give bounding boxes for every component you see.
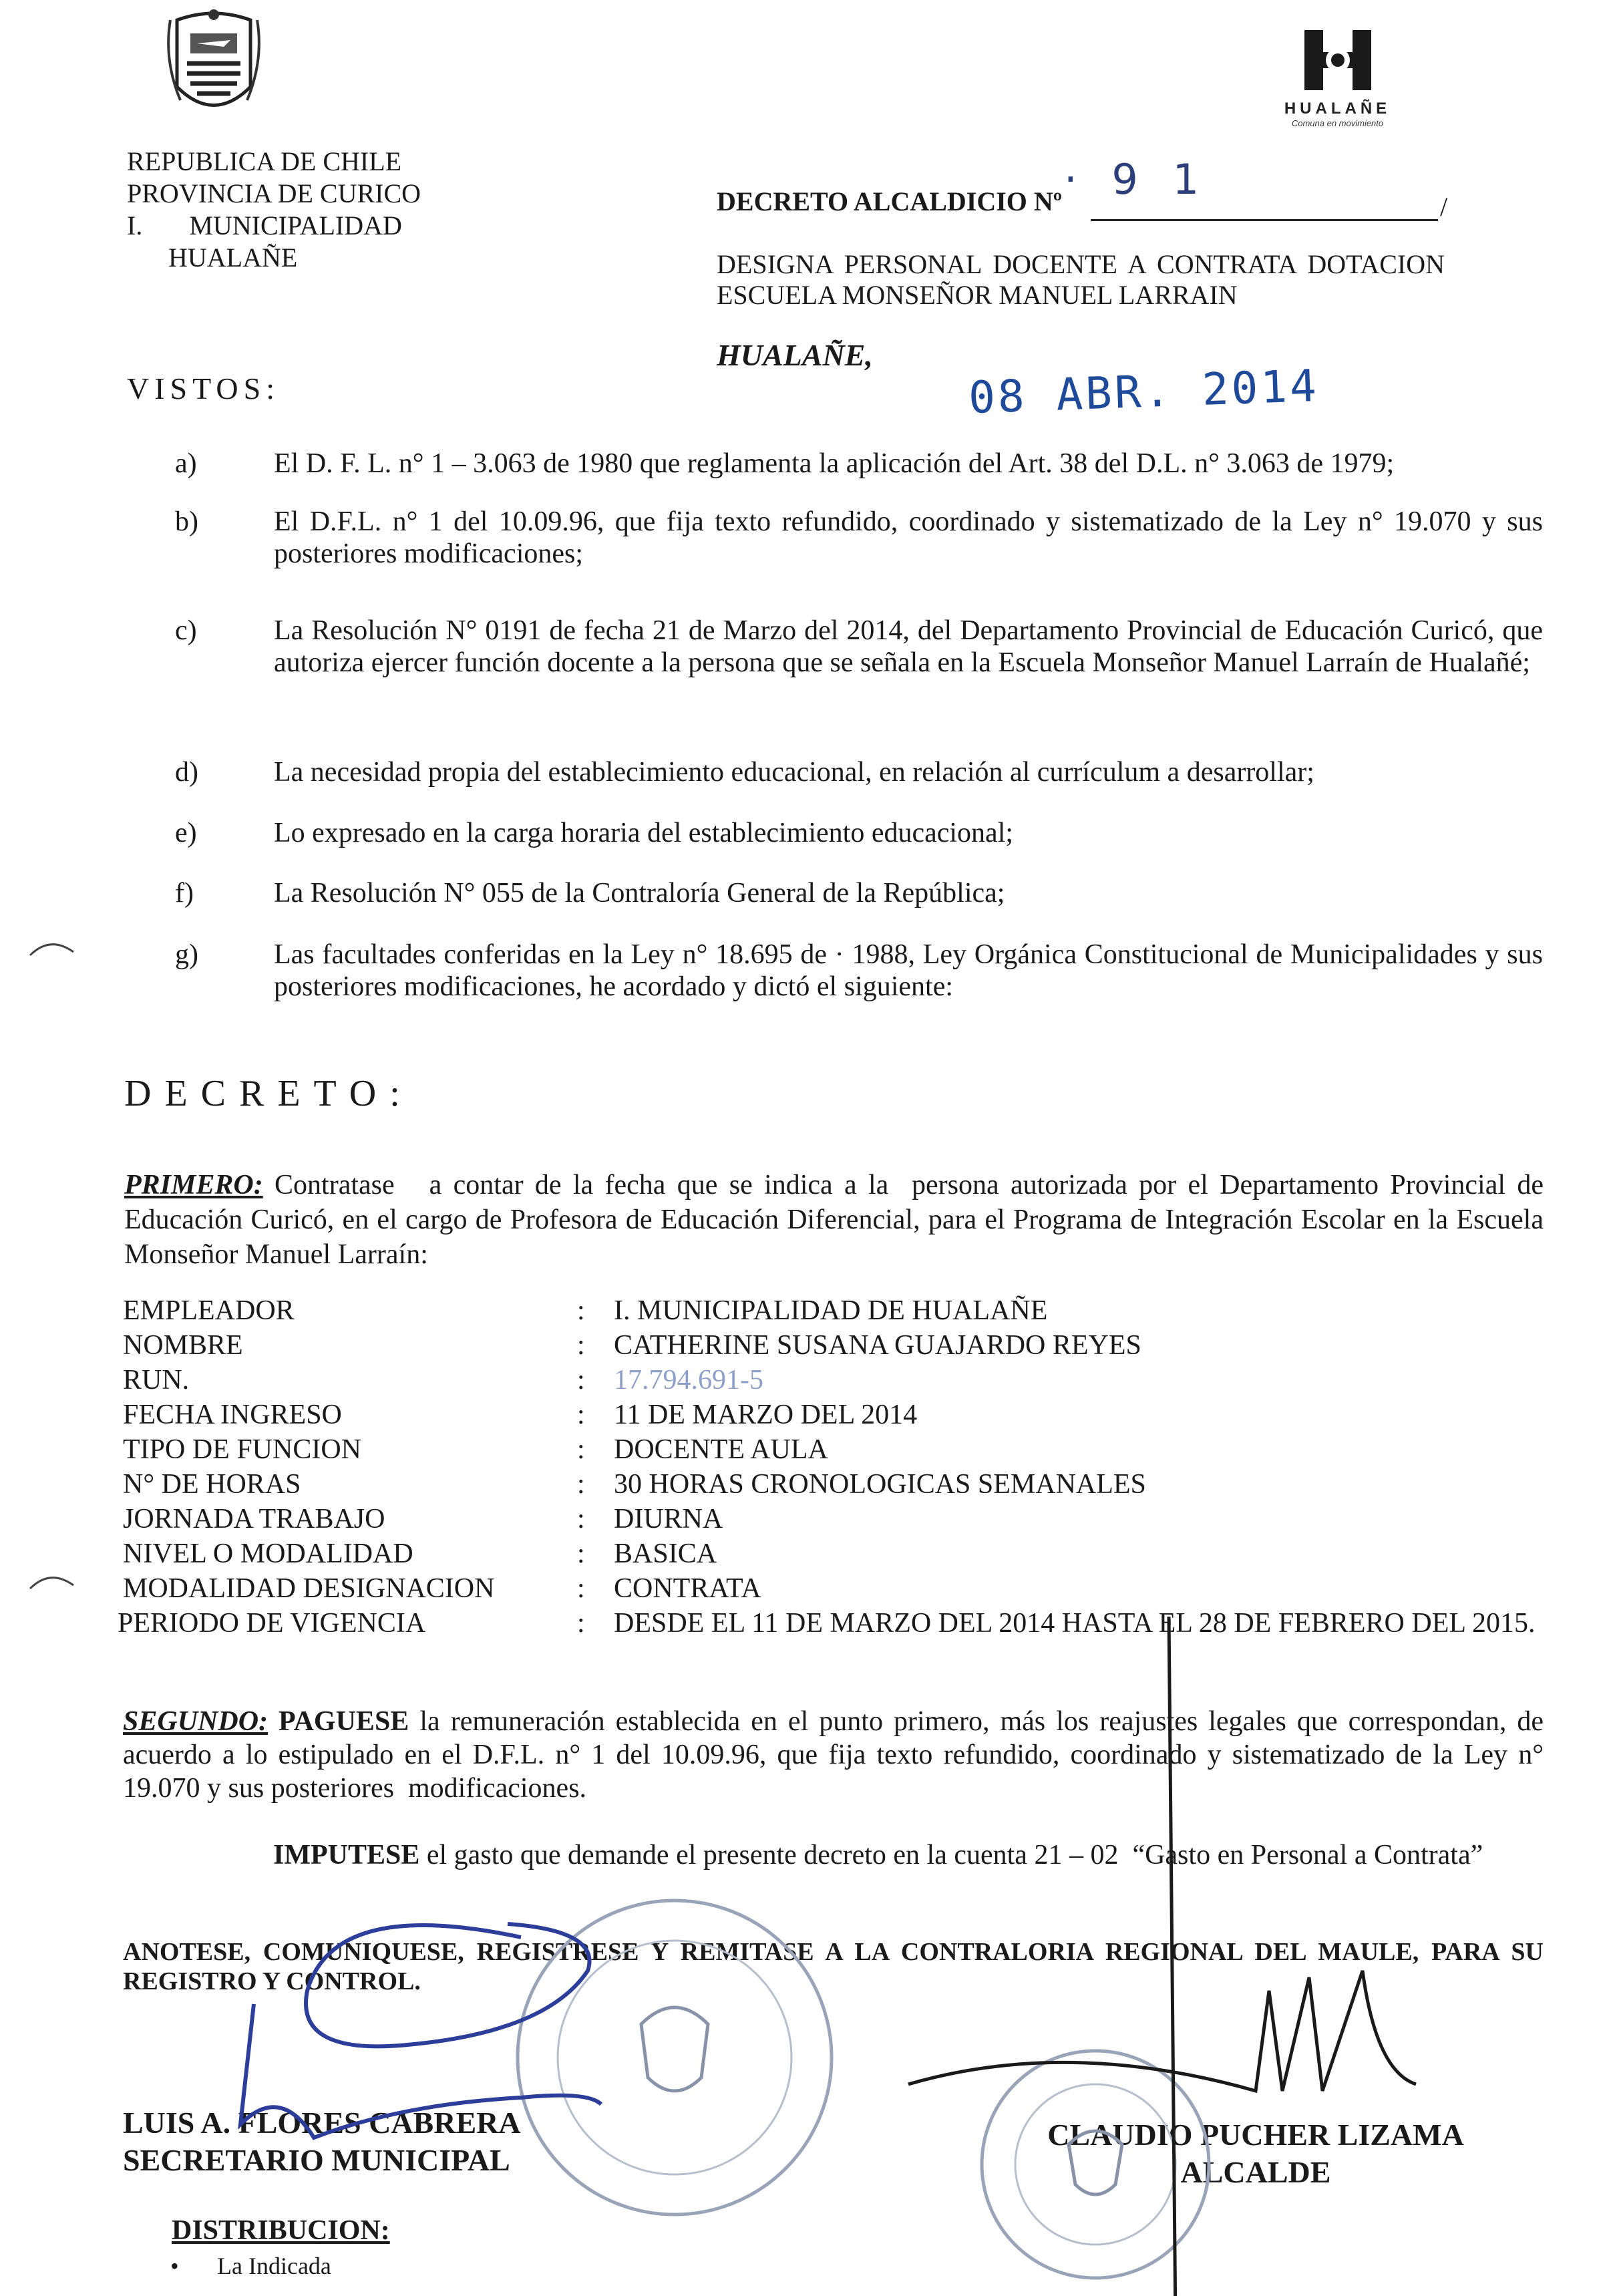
field-label: JORNADA TRABAJO — [123, 1504, 385, 1534]
punch-mark-icon — [30, 945, 73, 955]
vistos-item-text: Lo expresado en la carga horaria del establecimiento educacional; — [274, 818, 1014, 848]
decreto-heading: DECRETO: — [124, 1073, 413, 1114]
republic-line: REPUBLICA DE CHILE — [127, 146, 402, 176]
field-colon: : — [577, 1538, 585, 1569]
field-colon: : — [577, 1573, 585, 1604]
decree-handwritten-number: · 9 1 — [1064, 155, 1210, 204]
field-value: CATHERINE SUSANA GUAJARDO REYES — [614, 1330, 1141, 1361]
list-item: • La Indicada — [170, 2251, 331, 2281]
municipality-line: I. MUNICIPALIDAD — [127, 210, 402, 240]
field-colon: : — [577, 1330, 585, 1361]
vistos-item-letter: d) — [175, 757, 198, 788]
vistos-item-text: El D.F.L. n° 1 del 10.09.96, que fija texto refundido, coordinado y sistematizado de la Ley n° 19.070 y sus posteriores modificaciones; — [274, 506, 1543, 569]
imputese-text: el gasto que demande el presente decreto en la cuenta 21 – 02 “Gasto en Personal a Contrata” — [419, 1840, 1483, 1870]
town-line: HUALAÑE — [168, 242, 298, 273]
vistos-item-text: La Resolución N° 055 de la Contraloría General de la República; — [274, 878, 1005, 909]
field-colon: : — [577, 1400, 585, 1430]
field-label: MODALIDAD DESIGNACION — [123, 1573, 495, 1604]
distribution-heading: DISTRIBUCION: — [172, 2215, 390, 2246]
field-value: 30 HORAS CRONOLOGICAS SEMANALES — [614, 1469, 1146, 1500]
field-value: CONTRATA — [614, 1573, 761, 1604]
decree-place: HUALAÑE, — [717, 338, 873, 372]
logo-name: HUALAÑE — [1284, 100, 1391, 118]
secretary-seal-icon — [518, 1901, 832, 2215]
vistos-item-letter: f) — [175, 878, 194, 909]
province-line: PROVINCIA DE CURICO — [127, 178, 421, 208]
anotese-paragraph: ANOTESE, COMUNIQUESE, REGISTRESE Y REMITASE A LA CONTRALORIA REGIONAL DEL MAULE, PARA SU REGISTRO Y CONTROL. — [123, 1938, 1544, 1995]
segundo-bold: PAGUESE — [268, 1706, 409, 1737]
field-colon: : — [577, 1295, 585, 1326]
segundo-label: SEGUNDO: — [123, 1706, 269, 1737]
vistos-item-text: Las facultades conferidas en la Ley n° 18.695 de · 1988, Ley Orgánica Constitucional de Municipalidades y sus posteriores modificaciones, he acordado y dictó el siguiente: — [274, 939, 1543, 1002]
field-label: N° DE HORAS — [123, 1469, 301, 1500]
decree-slash: / — [1440, 192, 1448, 222]
field-value: 11 DE MARZO DEL 2014 — [614, 1400, 918, 1430]
field-label: NOMBRE — [123, 1330, 243, 1361]
segundo-text: la remuneración establecida en el punto primero, más los reajustes legales que correspondan, de acuerdo a lo estipulado en el D.F.L. n° 1 del 10.09.96, que fija texto refundido, coordinado y sistematizado de la Ley n° 19.070 y sus posteriores modificaciones. — [123, 1706, 1551, 1804]
field-label: PERIODO DE VIGENCIA — [118, 1608, 426, 1639]
decree-label: DECRETO ALCALDICIO Nº — [717, 186, 1063, 216]
vistos-item-text: La necesidad propia del establecimiento educacional, en relación al currículum a desarrollar; — [274, 757, 1314, 788]
field-label: EMPLEADOR — [123, 1295, 295, 1326]
field-value: I. MUNICIPALIDAD DE HUALAÑE — [614, 1295, 1048, 1326]
field-label: NIVEL O MODALIDAD — [123, 1538, 413, 1569]
field-value: BASICA — [614, 1538, 717, 1569]
field-label: FECHA INGRESO — [123, 1400, 342, 1430]
decree-subject: DESIGNA PERSONAL DOCENTE A CONTRATA DOTACION ESCUELA MONSEÑOR MANUEL LARRAIN — [717, 249, 1445, 310]
date-stamp: 08 ABR. 2014 — [967, 359, 1320, 424]
secretary-title: SECRETARIO MUNICIPAL — [123, 2143, 510, 2177]
field-value: DESDE EL 11 DE MARZO DEL 2014 HASTA EL 28 DE FEBRERO DEL 2015. — [614, 1608, 1536, 1639]
field-label: RUN. — [123, 1365, 190, 1396]
primero-label: PRIMERO: — [124, 1170, 263, 1200]
field-colon: : — [577, 1608, 585, 1639]
punch-mark-icon — [30, 1578, 73, 1589]
vistos-item-text: El D. F. L. n° 1 – 3.063 de 1980 que reglamenta la aplicación del Art. 38 del D.L. n° 3.063 de 1979; — [274, 448, 1395, 479]
vistos-item-letter: e) — [175, 818, 197, 848]
vistos-item-letter: c) — [175, 615, 197, 646]
field-value: DIURNA — [614, 1504, 723, 1534]
secretary-signature-icon — [240, 1924, 601, 2138]
vistos-item-letter: g) — [175, 939, 198, 970]
field-colon: : — [577, 1504, 585, 1534]
mayor-name: CLAUDIO PUCHER LIZAMA — [1047, 2118, 1464, 2152]
field-value: DOCENTE AULA — [614, 1434, 828, 1465]
vistos-item-letter: a) — [175, 448, 197, 479]
field-value: 17.794.691-5 — [614, 1365, 763, 1396]
logo-slogan: Comuna en movimiento — [1291, 118, 1384, 128]
field-colon: : — [577, 1469, 585, 1500]
vistos-item-letter: b) — [175, 506, 198, 537]
primero-text: Contratase a contar de la fecha que se indica a la persona autorizada por el Departamento Provincial de Educación Curicó, en el cargo de Profesora de Educación Diferencial, para el Programa de Integración Escolar en la Escuela Monseñor Manuel Larraín: — [124, 1170, 1551, 1270]
vistos-heading: VISTOS: — [127, 371, 280, 405]
vistos-item-text: La Resolución N° 0191 de fecha 21 de Marzo del 2014, del Departamento Provincial de Educación Curicó, que autoriza ejercer función docente a la persona que se señala en la Escuela Monseñor Manuel Larraín de Hualañé; — [274, 615, 1543, 678]
imputese-bold: IMPUTESE — [273, 1840, 420, 1870]
secretary-name: LUIS A. FLORES CABRERA — [123, 2106, 521, 2140]
field-colon: : — [577, 1365, 585, 1396]
mayor-title: ALCALDE — [1180, 2155, 1331, 2189]
field-colon: : — [577, 1434, 585, 1465]
field-label: TIPO DE FUNCION — [123, 1434, 361, 1465]
